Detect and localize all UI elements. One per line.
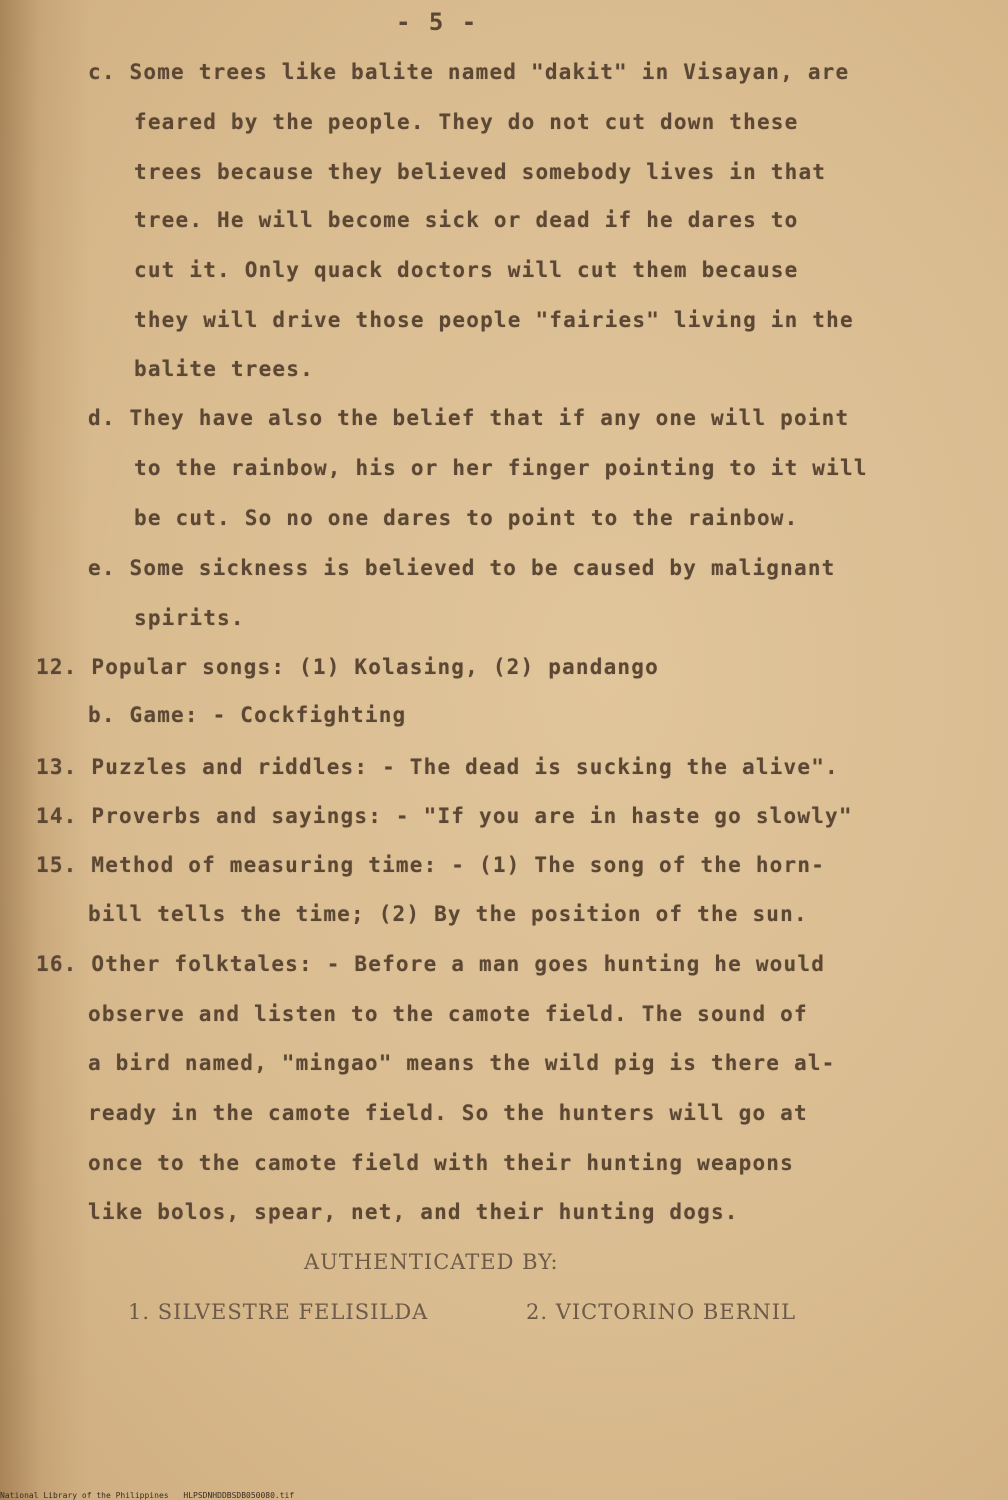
- text-line: 15. Method of measuring time: - (1) The song of the horn-: [36, 853, 826, 877]
- page-number: - 5 -: [396, 8, 479, 36]
- text-line: to the rainbow, his or her finger pointing to it will: [134, 456, 868, 480]
- text-line: be cut. So no one dares to point to the rainbow.: [134, 506, 799, 530]
- text-line: 16. Other folktales: - Before a man goes hunting he would: [36, 952, 826, 976]
- text-line: they will drive those people "fairies" living in the: [134, 308, 854, 332]
- scan-footer: [0, 1491, 304, 1500]
- signatory: 2. VICTORINO BERNIL: [526, 1300, 797, 1324]
- text-line: like bolos, spear, net, and their hunting dogs.: [88, 1200, 739, 1224]
- text-line: once to the camote field with their hunting weapons: [88, 1151, 794, 1175]
- text-line: 14. Proverbs and sayings: - "If you are in haste go slowly": [36, 804, 853, 828]
- text-line: feared by the people. They do not cut down these: [134, 110, 799, 134]
- text-line: d. They have also the belief that if any one will point: [88, 406, 850, 430]
- scan-filename: HLPSDNHDDBSDB050080.tif: [183, 1491, 295, 1500]
- text-line: trees because they believed somebody lives in that: [134, 160, 827, 184]
- text-line: b. Game: - Cockfighting: [88, 703, 407, 727]
- text-line: observe and listen to the camote field. The sound of: [88, 1002, 808, 1026]
- text-line: 13. Puzzles and riddles: - The dead is sucking the alive".: [36, 755, 839, 779]
- text-line: e. Some sickness is believed to be caused by malignant: [88, 556, 836, 580]
- text-line: a bird named, "mingao" means the wild pig is there al-: [88, 1051, 836, 1075]
- text-line: spirits.: [134, 606, 245, 630]
- text-line: bill tells the time; (2) By the position of the sun.: [88, 902, 808, 926]
- text-line: ready in the camote field. So the hunters will go at: [88, 1101, 808, 1125]
- signatory: 1. SILVESTRE FELISILDA: [128, 1300, 429, 1324]
- text-line: c. Some trees like balite named "dakit" in Visayan, are: [88, 60, 850, 84]
- text-line: cut it. Only quack doctors will cut them because: [134, 258, 799, 282]
- text-line: balite trees.: [134, 357, 314, 381]
- library-name: National Library of the Philippines: [0, 1491, 169, 1500]
- text-line: 12. Popular songs: (1) Kolasing, (2) pandango: [36, 655, 659, 679]
- authenticated-by-label: AUTHENTICATED BY:: [304, 1250, 559, 1274]
- text-line: tree. He will become sick or dead if he dares to: [134, 208, 799, 232]
